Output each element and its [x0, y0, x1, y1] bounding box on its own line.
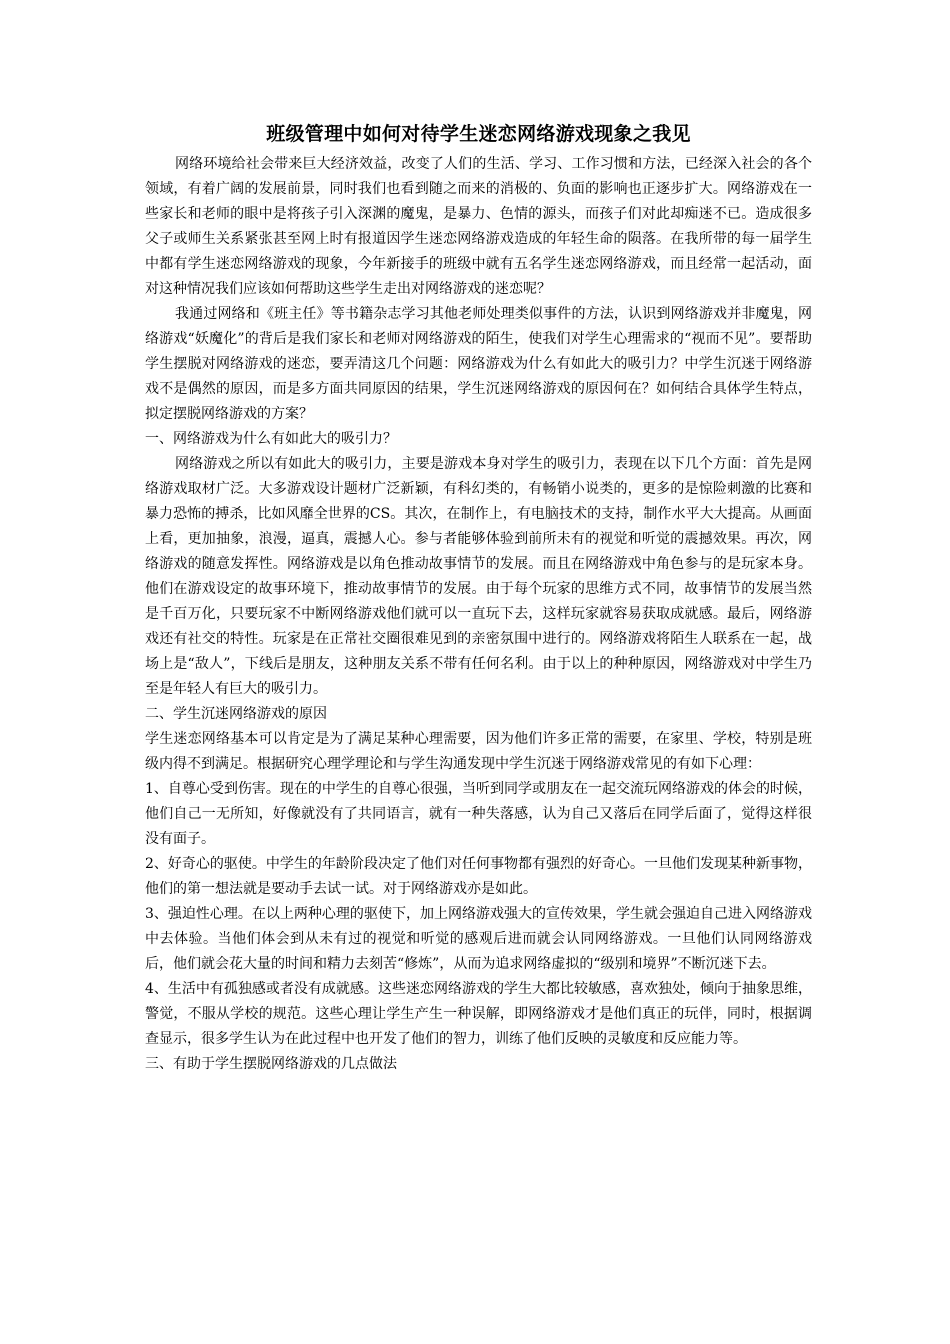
- intro-paragraph-2: 我通过网络和《班主任》等书籍杂志学习其他老师处理类似事件的方法，认识到网络游戏并非魔鬼，网络游戏“妖魔化”的背后是我们家长和老师对网络游戏的陌生，使我们对学生心理需求的“视而不见”。要帮助学生摆脱对网络游戏的迷恋，要弄清这几个问题：网络游戏为什么有如此大的吸引力？中学生沉迷于网络游戏不是偶然的原因，而是多方面共同原因的结果，学生沉迷网络游戏的原因何在？如何结合具体学生特点，拟定摆脱网络游戏的方案？: [145, 306, 812, 422]
- section-2-heading: 二、学生沉迷网络游戏的原因: [145, 706, 327, 722]
- section-1-heading: 一、网络游戏为什么有如此大的吸引力？: [145, 431, 397, 447]
- document-title: 班级管理中如何对待学生迷恋网络游戏现象之我见: [266, 123, 691, 145]
- section-2-paragraph: 学生迷恋网络基本可以肯定是为了满足某种心理需要，因为他们许多正常的需要，在家里、学校，特别是班级内得不到满足。根据研究心理学理论和与学生沟通发现中学生沉迷于网络游戏常见的有如下心理：: [145, 731, 812, 772]
- document-body: [145, 120, 812, 1077]
- list-item-1: 1、自尊心受到伤害。现在的中学生的自尊心很强，当听到同学或朋友在一起交流玩网络游戏的体会的时候，他们自己一无所知，好像就没有了共同语言，就有一种失落感，认为自己又落后在同学后面了，觉得这样很没有面子。: [145, 781, 812, 847]
- section-1-paragraph: 网络游戏之所以有如此大的吸引力，主要是游戏本身对学生的吸引力，表现在以下几个方面：首先是网络游戏取材广泛。大多游戏设计题材广泛新颖，有科幻类的，有畅销小说类的，更多的是惊险刺激的比赛和暴力恐怖的搏杀，比如风靡全世界的CS。其次，在制作上，有电脑技术的支持，制作水平大大提高。从画面上看，更加抽象，浪漫，逼真，震撼人心。参与者能够体验到前所未有的视觉和听觉的震撼效果。再次，网络游戏的随意发挥性。网络游戏是以角色推动故事情节的发展。而且在网络游戏中角色参与的是玩家本身。他们在游戏设定的故事环境下，推动故事情节的发展。由于每个玩家的思维方式不同，故事情节的发展当然是千百万化，只要玩家不中断网络游戏他们就可以一直玩下去，这样玩家就容易获取成就感。最后，网络游戏还有社交的特性。玩家是在正常社交圈很难见到的亲密氛围中进行的。网络游戏将陌生人联系在一起，战场上是“敌人”，下线后是朋友，这种朋友关系不带有任何名利。由于以上的种种原因，网络游戏对中学生乃至是年轻人有巨大的吸引力。: [145, 456, 812, 697]
- list-item-3: 3、强迫性心理。在以上两种心理的驱使下，加上网络游戏强大的宣传效果，学生就会强迫自己进入网络游戏中去体验。当他们体会到从未有过的视觉和听觉的感观后进而就会认同网络游戏。一旦他们认同网络游戏后，他们就会花大量的时间和精力去刻苦“修炼”，从而为追求网络虚拟的“级别和境界”不断沉迷下去。: [145, 906, 812, 972]
- list-item-4: 4、生活中有孤独感或者没有成就感。这些迷恋网络游戏的学生大都比较敏感，喜欢独处，倾向于抽象思维，警觉，不服从学校的规范。这些心理让学生产生一种误解，即网络游戏才是他们真正的玩伴，同时，根据调查显示，很多学生认为在此过程中也开发了他们的智力，训练了他们反映的灵敏度和反应能力等。: [145, 981, 812, 1047]
- intro-paragraph-1: 网络环境给社会带来巨大经济效益，改变了人们的生活、学习、工作习惯和方法，已经深入社会的各个领域，有着广阔的发展前景，同时我们也看到随之而来的消极的、负面的影响也正逐步扩大。网络游戏在一些家长和老师的眼中是将孩子引入深渊的魔鬼，是暴力、色情的源头，而孩子们对此却痴迷不已。造成很多父子或师生关系紧张甚至网上时有报道因学生迷恋网络游戏造成的年轻生命的陨落。在我所带的每一届学生中都有学生迷恋网络游戏的现象，今年新接手的班级中就有五名学生迷恋网络游戏，而且经常一起活动，面对这种情况我们应该如何帮助这些学生走出对网络游戏的迷恋呢？: [145, 156, 812, 297]
- section-3-heading: 三、有助于学生摆脱网络游戏的几点做法: [145, 1056, 397, 1072]
- list-item-2: 2、好奇心的驱使。中学生的年龄阶段决定了他们对任何事物都有强烈的好奇心。一旦他们发现某种新事物，他们的第一想法就是要动手去试一试。对于网络游戏亦是如此。: [145, 856, 812, 897]
